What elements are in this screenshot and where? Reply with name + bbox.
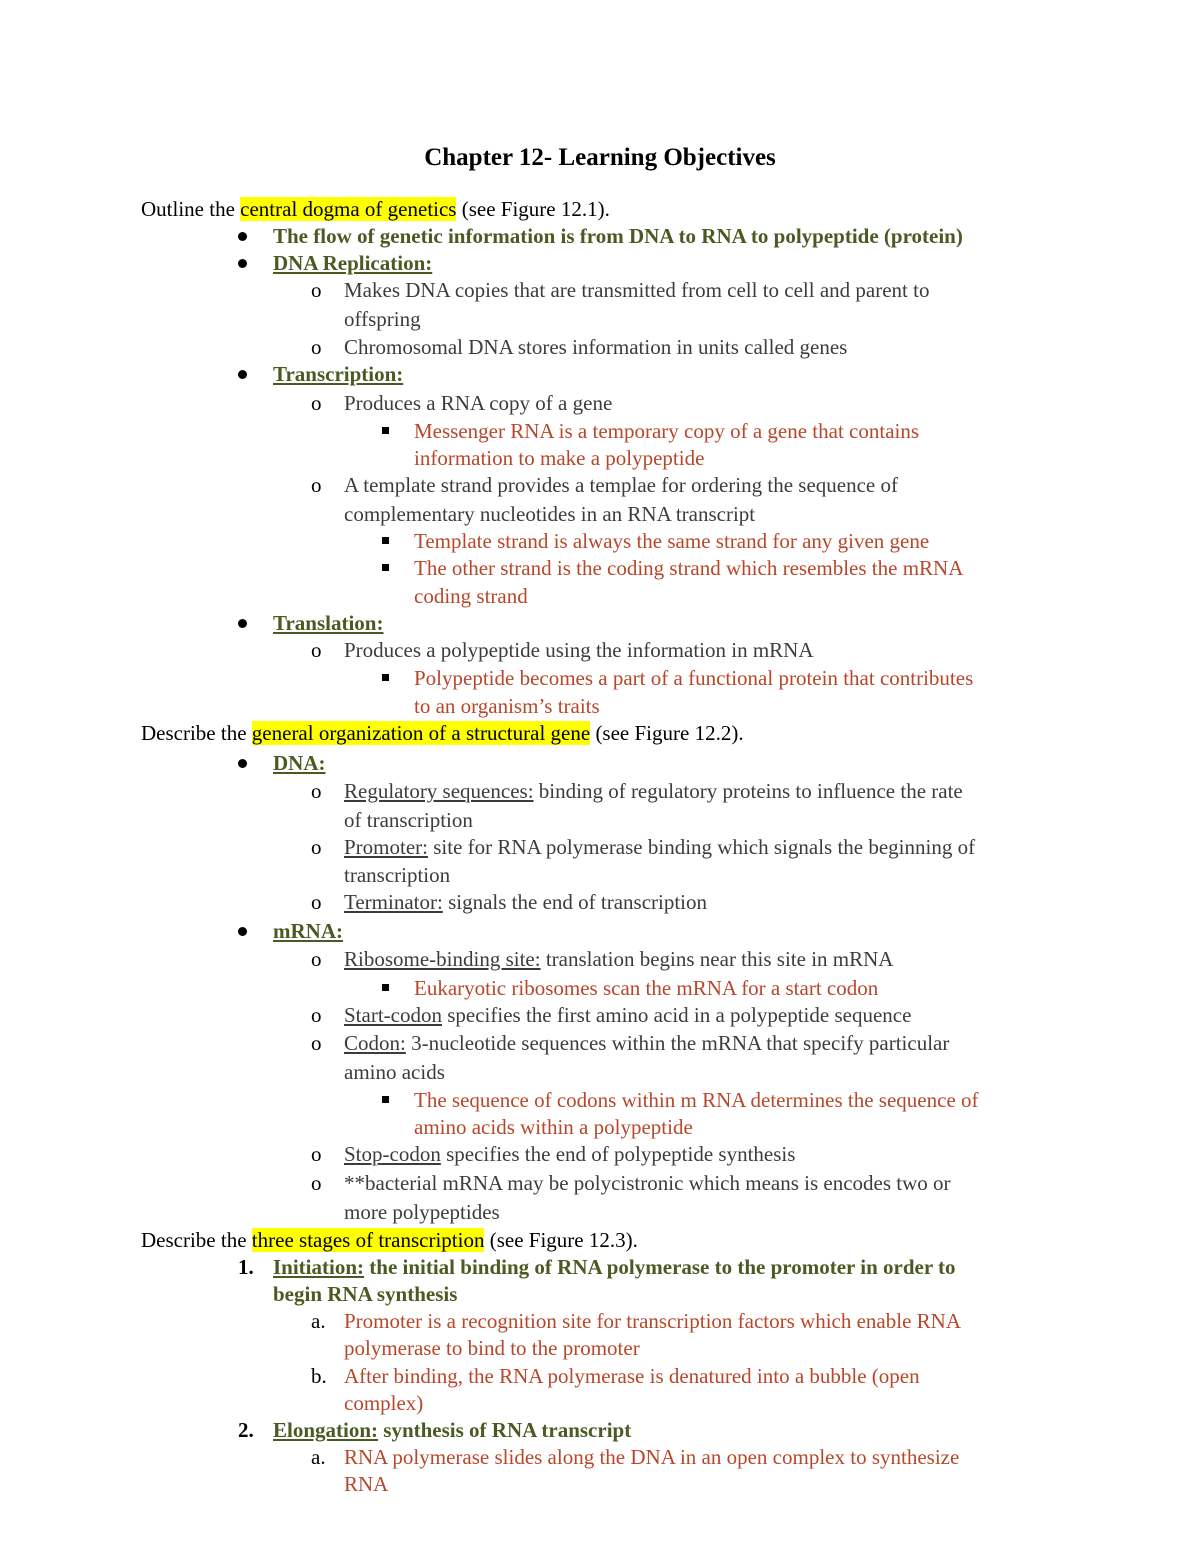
- figure-reference: (see Figure 12.3).: [484, 1228, 638, 1252]
- term: Terminator:: [344, 890, 443, 914]
- list-item: [344, 834, 975, 861]
- list-item: [273, 1417, 631, 1444]
- list-item-heading: mRNA:: [273, 919, 343, 943]
- figure-reference: (see Figure 12.2).: [590, 721, 744, 745]
- list-item-continuation: to an organism’s traits: [414, 694, 600, 718]
- definition: 3-nucleotide sequences within the mRNA that specify particular: [405, 1031, 950, 1055]
- objective-prefix: Describe the: [141, 1228, 252, 1252]
- circle-marker-icon: o: [311, 1003, 322, 1027]
- highlighted-topic: central dogma of genetics: [240, 197, 457, 221]
- highlighted-topic: three stages of transcription: [251, 1228, 485, 1252]
- square-bullet-icon: [382, 537, 389, 544]
- list-item: [344, 946, 893, 973]
- list-item-continuation: of transcription: [344, 808, 473, 832]
- list-item: Promoter is a recognition site for transcription factors which enable RNA: [344, 1309, 961, 1333]
- bullet-icon: [238, 619, 247, 628]
- list-item-heading: DNA:: [273, 751, 326, 775]
- circle-marker-icon: o: [311, 835, 322, 859]
- list-item: Messenger RNA is a temporary copy of a gene that contains: [414, 419, 920, 443]
- sub-letter: b.: [311, 1364, 327, 1388]
- definition: specifies the first amino acid in a polypeptide sequence: [441, 1003, 912, 1027]
- list-item: Makes DNA copies that are transmitted from cell to cell and parent to: [344, 278, 930, 302]
- square-bullet-icon: [382, 427, 389, 434]
- definition: site for RNA polymerase binding which signals the beginning of: [428, 835, 976, 859]
- objective-transcription-stages: [141, 1227, 638, 1254]
- term: Promoter:: [344, 835, 428, 859]
- bullet-icon: [238, 927, 247, 936]
- step-number: 1.: [238, 1255, 254, 1279]
- definition: binding of regulatory proteins to influence the rate: [533, 779, 963, 803]
- square-bullet-icon: [382, 674, 389, 681]
- list-item-continuation: complex): [344, 1391, 424, 1415]
- list-item: After binding, the RNA polymerase is denatured into a bubble (open: [344, 1364, 920, 1388]
- term: Stop-codon: [344, 1142, 441, 1166]
- list-item: Template strand is always the same strand for any given gene: [414, 529, 930, 553]
- term: Codon:: [344, 1031, 406, 1055]
- definition: synthesis of RNA transcript: [378, 1418, 632, 1442]
- circle-marker-icon: o: [311, 947, 322, 971]
- circle-marker-icon: o: [311, 391, 322, 415]
- term: Elongation:: [273, 1418, 379, 1442]
- circle-marker-icon: o: [311, 1031, 322, 1055]
- list-item: The other strand is the coding strand which resembles the mRNA: [414, 556, 964, 580]
- list-item: **bacterial mRNA may be polycistronic which means is encodes two or: [344, 1171, 951, 1195]
- circle-marker-icon: o: [311, 1142, 322, 1166]
- list-item: Polypeptide becomes a part of a functional protein that contributes: [414, 666, 974, 690]
- list-item-heading: Transcription:: [273, 362, 404, 386]
- term: Ribosome-binding site:: [344, 947, 541, 971]
- list-item-continuation: complementary nucleotides in an RNA transcript: [344, 502, 756, 526]
- list-item-continuation: information to make a polypeptide: [414, 446, 705, 470]
- list-item: The sequence of codons within m RNA determines the sequence of: [414, 1088, 979, 1112]
- definition: translation begins near this site in mRNA: [540, 947, 894, 971]
- list-item: Produces a RNA copy of a gene: [344, 391, 613, 415]
- list-item: [344, 778, 963, 805]
- objective-prefix: Outline the: [141, 197, 241, 221]
- list-item-continuation: coding strand: [414, 584, 528, 608]
- list-item-continuation: begin RNA synthesis: [273, 1282, 458, 1306]
- circle-marker-icon: o: [311, 638, 322, 662]
- highlighted-topic: general organization of a structural gene: [251, 721, 591, 745]
- list-item: [344, 1030, 949, 1057]
- page-title: Chapter 12- Learning Objectives: [424, 144, 776, 171]
- term: Start-codon: [344, 1003, 442, 1027]
- list-item-continuation: transcription: [344, 863, 451, 887]
- term: Regulatory sequences:: [344, 779, 534, 803]
- definition: the initial binding of RNA polymerase to the promoter in order to: [364, 1255, 956, 1279]
- list-item: The flow of genetic information is from DNA to RNA to polypeptide (protein): [273, 224, 963, 248]
- step-number: 2.: [238, 1418, 254, 1442]
- list-item: RNA polymerase slides along the DNA in an open complex to synthesize: [344, 1445, 960, 1469]
- objective-prefix: Describe the: [141, 721, 252, 745]
- list-item-continuation: amino acids: [344, 1060, 445, 1084]
- sub-letter: a.: [311, 1445, 326, 1469]
- circle-marker-icon: o: [311, 1171, 322, 1195]
- list-item: A template strand provides a templae for ordering the sequence of: [344, 473, 898, 497]
- bullet-icon: [238, 370, 247, 379]
- definition: specifies the end of polypeptide synthesis: [440, 1142, 796, 1166]
- list-item: Produces a polypeptide using the information in mRNA: [344, 638, 814, 662]
- square-bullet-icon: [382, 984, 389, 991]
- list-item-continuation: amino acids within a polypeptide: [414, 1115, 693, 1139]
- square-bullet-icon: [382, 564, 389, 571]
- bullet-icon: [238, 232, 247, 241]
- bullet-icon: [238, 759, 247, 768]
- list-item-continuation: offspring: [344, 307, 421, 331]
- objective-central-dogma: [141, 196, 610, 223]
- list-item-heading: DNA Replication:: [273, 251, 433, 275]
- list-item: Eukaryotic ribosomes scan the mRNA for a start codon: [414, 976, 879, 1000]
- square-bullet-icon: [382, 1096, 389, 1103]
- circle-marker-icon: o: [311, 890, 322, 914]
- list-item: [344, 1002, 911, 1029]
- list-item: [344, 1141, 795, 1168]
- list-item: Chromosomal DNA stores information in units called genes: [344, 335, 848, 359]
- circle-marker-icon: o: [311, 335, 322, 359]
- list-item-continuation: more polypeptides: [344, 1200, 500, 1224]
- definition: signals the end of transcription: [442, 890, 708, 914]
- sub-letter: a.: [311, 1309, 326, 1333]
- list-item: [344, 889, 707, 916]
- term: Initiation:: [273, 1255, 365, 1279]
- figure-reference: (see Figure 12.1).: [456, 197, 610, 221]
- list-item-continuation: RNA: [344, 1472, 389, 1496]
- circle-marker-icon: o: [311, 278, 322, 302]
- bullet-icon: [238, 259, 247, 268]
- list-item-continuation: polymerase to bind to the promoter: [344, 1336, 640, 1360]
- circle-marker-icon: o: [311, 779, 322, 803]
- circle-marker-icon: o: [311, 473, 322, 497]
- list-item: [273, 1254, 956, 1281]
- objective-gene-organization: [141, 720, 744, 747]
- list-item-heading: Translation:: [273, 611, 384, 635]
